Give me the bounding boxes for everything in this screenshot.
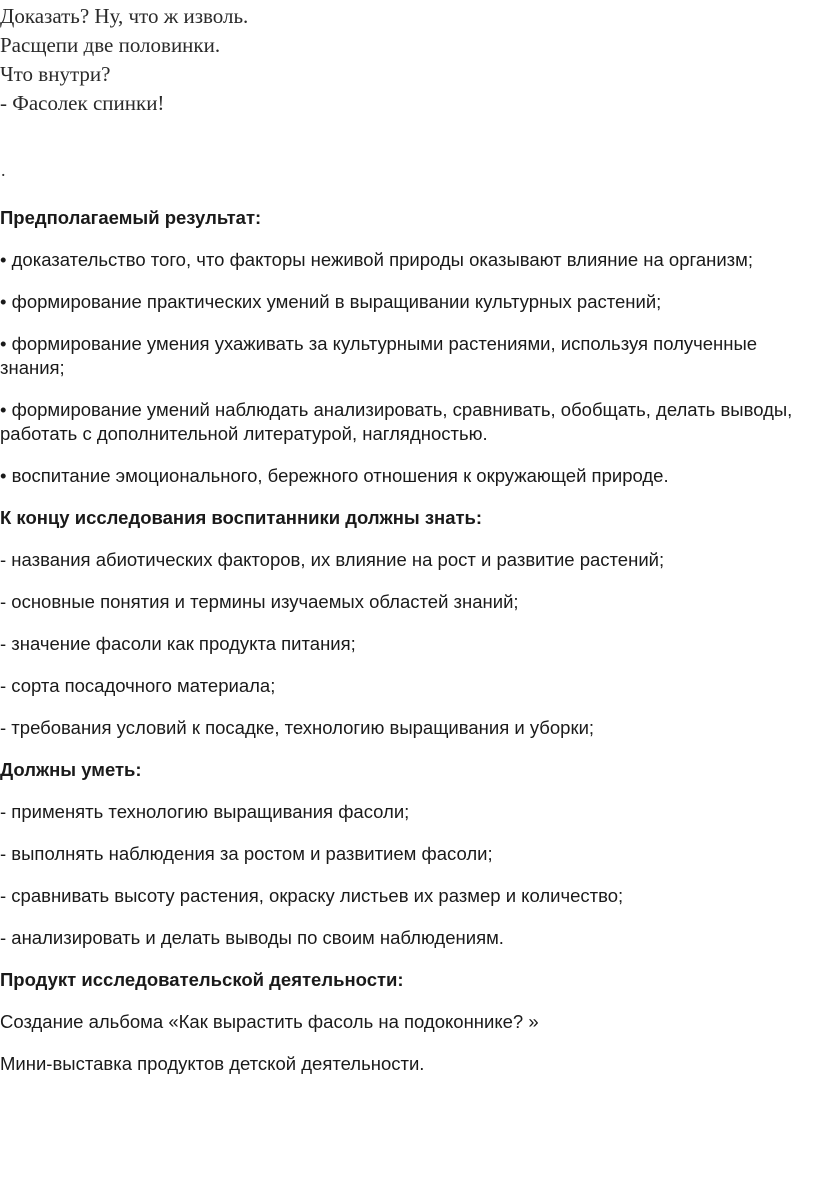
list-item: • формирование умения ухаживать за культурными растениями, используя полученные знания;	[0, 333, 758, 378]
section-heading-research-product: Продукт исследовательской деятельности:	[0, 969, 404, 990]
list-item: Мини-выставка продуктов детской деятельности.	[0, 1053, 425, 1074]
list-item: • формирование умений наблюдать анализировать, сравнивать, обобщать, делать выводы, работать с дополнительной литературой, наглядностью.	[0, 399, 793, 444]
list-item: Создание альбома «Как вырастить фасоль на подоконнике? »	[0, 1011, 539, 1032]
list-item: • доказательство того, что факторы неживой природы оказывают влияние на организм;	[0, 249, 754, 270]
document-body	[0, 206, 814, 1094]
list-item: - сравнивать высоту растения, окраску листьев их размер и количество;	[0, 885, 624, 906]
section-heading-expected-result: Предполагаемый результат:	[0, 207, 262, 228]
list-item: - значение фасоли как продукта питания;	[0, 633, 356, 654]
list-item: • формирование практических умений в выращивании культурных растений;	[0, 291, 662, 312]
list-item: - применять технологию выращивания фасоли;	[0, 801, 410, 822]
poem-line: Расщепи две половинки.	[0, 33, 221, 57]
poem-line: Что внутри?	[0, 62, 111, 86]
list-item: - названия абиотических факторов, их влияние на рост и развитие растений;	[0, 549, 665, 570]
list-item: - сорта посадочного материала;	[0, 675, 276, 696]
list-item: - анализировать и делать выводы по своим наблюдениям.	[0, 927, 504, 948]
list-item: - основные понятия и термины изучаемых областей знаний;	[0, 591, 519, 612]
list-item: - выполнять наблюдения за ростом и развитием фасоли;	[0, 843, 493, 864]
poem-line: Доказать? Ну, что ж изволь.	[0, 4, 249, 28]
separator-dot: .	[1, 160, 6, 180]
list-item: - требования условий к посадке, технологию выращивания и уборки;	[0, 717, 595, 738]
poem-line: - Фасолек спинки!	[0, 91, 165, 115]
poem-block	[0, 2, 800, 118]
section-heading-should-know: К концу исследования воспитанники должны знать:	[0, 507, 483, 528]
list-item: • воспитание эмоционального, бережного отношения к окружающей природе.	[0, 465, 669, 486]
section-heading-should-be-able: Должны уметь:	[0, 759, 142, 780]
